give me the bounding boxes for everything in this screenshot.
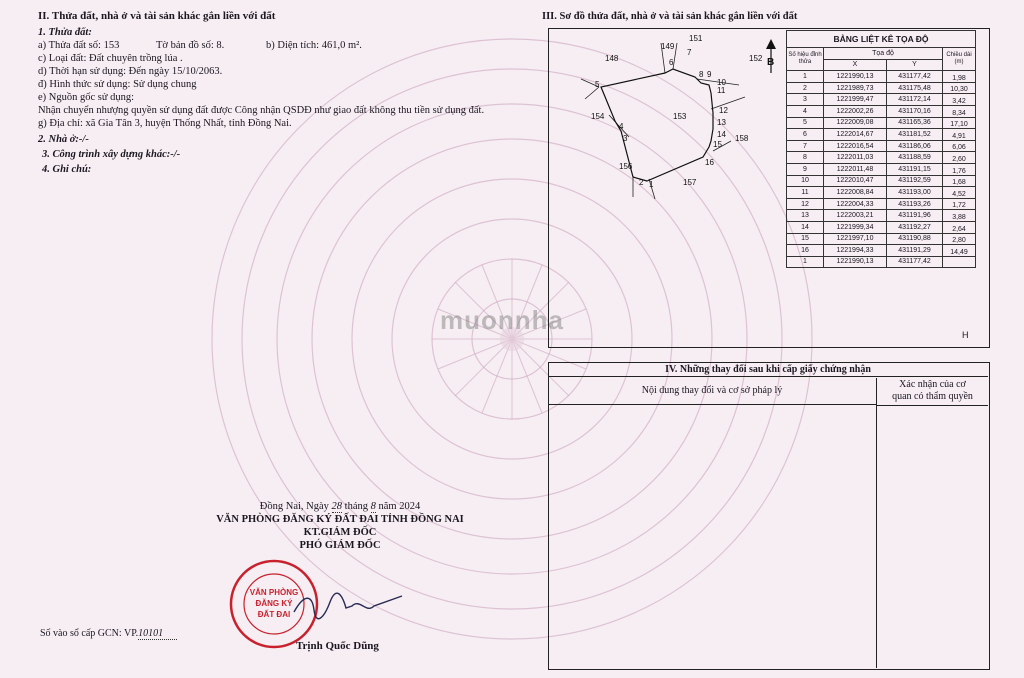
coord-point: 1 <box>787 71 824 83</box>
coord-point: 16 <box>787 245 824 257</box>
signature-block <box>180 500 500 552</box>
parcel-row <box>38 39 528 52</box>
vertex-9: 9 <box>707 70 712 79</box>
coord-y: 431192,27 <box>886 221 942 233</box>
coord-row <box>787 245 976 257</box>
vertex-1: 1 <box>649 180 654 189</box>
coord-y: 431192,59 <box>886 175 942 187</box>
date-year: năm 2024 <box>378 501 421 512</box>
segment-length: 1,72 <box>943 198 976 210</box>
vertex-11: 11 <box>717 86 726 95</box>
coord-y: 431190,88 <box>886 233 942 245</box>
coord-x: 1221999,34 <box>824 221 887 233</box>
coord-row <box>787 256 976 268</box>
parcel-area: b) Diện tích: 461,0 m². <box>266 40 362 51</box>
confirm-header-line-1: Xác nhận của cơ <box>899 379 966 390</box>
vertex-15: 15 <box>713 140 722 149</box>
coord-row <box>787 105 976 117</box>
col-x: X <box>824 59 887 71</box>
svg-text:B: B <box>767 57 775 68</box>
vertex-5: 5 <box>595 80 600 89</box>
segment-length <box>943 256 976 268</box>
col-y: Y <box>886 59 942 71</box>
confirm-header-line-2: quan có thẩm quyền <box>892 391 973 402</box>
segment-length: 6,06 <box>943 140 976 152</box>
coord-x: 1222016,54 <box>824 140 887 152</box>
segment-length: 14,49 <box>943 245 976 257</box>
segment-length: 4,91 <box>943 129 976 141</box>
coord-y: 431193,26 <box>886 198 942 210</box>
segment-length: 1,98 <box>943 71 976 83</box>
coord-y: 431172,14 <box>886 94 942 106</box>
parcel-158: 158 <box>735 134 749 143</box>
coord-y: 431165,36 <box>886 117 942 129</box>
land-type: c) Loại đất: Đất chuyên trồng lúa . <box>38 53 183 64</box>
segment-length: 1,68 <box>943 175 976 187</box>
coord-x: 1222011,48 <box>824 163 887 175</box>
house-heading: 2. Nhà ở:-/- <box>38 134 89 145</box>
stamp-line-3: ĐẤT ĐAI <box>257 610 291 619</box>
parcel-156: 156 <box>619 162 633 171</box>
parcel-152: 152 <box>749 54 763 63</box>
changes-content-header: Nội dung thay đổi và cơ sở pháp lý <box>548 378 877 405</box>
gcn-registry <box>40 628 177 639</box>
section-ii <box>38 10 528 176</box>
coord-y: 431181,52 <box>886 129 942 141</box>
segment-length: 3,42 <box>943 94 976 106</box>
parcel-148: 148 <box>605 54 619 63</box>
usage-term: d) Thời hạn sử dụng: Đến ngày 15/10/2063. <box>38 66 223 77</box>
segment-length: 10,30 <box>943 82 976 94</box>
coord-row <box>787 233 976 245</box>
coord-point: 8 <box>787 152 824 164</box>
coord-x: 1221994,33 <box>824 245 887 257</box>
deputy-director: PHÓ GIÁM ĐỐC <box>299 540 381 551</box>
coord-point: 13 <box>787 210 824 222</box>
coord-x: 1222002,26 <box>824 105 887 117</box>
note-heading: 4. Ghi chú: <box>42 164 92 175</box>
coord-x: 1221997,10 <box>824 233 887 245</box>
signer-name: Trịnh Quốc Dũng <box>296 640 379 652</box>
coord-point: 15 <box>787 233 824 245</box>
coord-x: 1222009,08 <box>824 117 887 129</box>
segment-length: 2,60 <box>943 152 976 164</box>
coord-x: 1222003,21 <box>824 210 887 222</box>
handwritten-signature <box>290 588 410 622</box>
segment-length: 1,76 <box>943 163 976 175</box>
segment-length: 17,10 <box>943 117 976 129</box>
issue-date <box>180 500 500 513</box>
coord-y: 431191,15 <box>886 163 942 175</box>
vertex-3: 3 <box>623 134 628 143</box>
coord-row <box>787 140 976 152</box>
coord-point: 6 <box>787 129 824 141</box>
coord-row <box>787 221 976 233</box>
segment-length: 2,80 <box>943 233 976 245</box>
vertex-10: 10 <box>717 78 726 87</box>
parcel-153-outline <box>601 69 713 181</box>
coord-x: 1222011,03 <box>824 152 887 164</box>
coord-y: 431193,00 <box>886 187 942 199</box>
section-iii-title: III. Sơ đồ thửa đất, nhà ở và tài sản khác gắn liền với đất <box>542 11 798 22</box>
coord-y: 431186,06 <box>886 140 942 152</box>
coord-row <box>787 175 976 187</box>
coord-x: 1221999,47 <box>824 94 887 106</box>
kt-director: KT.GIÁM ĐỐC <box>303 527 377 538</box>
parcel-151: 151 <box>689 34 703 43</box>
coord-x: 1221990,13 <box>824 71 887 83</box>
changes-divider <box>876 404 877 668</box>
vertex-7: 7 <box>687 48 692 57</box>
date-prefix: Đồng Nai, Ngày <box>259 501 329 512</box>
coord-point: 4 <box>787 105 824 117</box>
vertex-4: 4 <box>619 122 624 131</box>
vertex-6: 6 <box>669 58 674 67</box>
coord-x: 1222010,47 <box>824 175 887 187</box>
coord-point: 14 <box>787 221 824 233</box>
other-construction-heading: 3. Công trình xây dựng khác:-/- <box>42 149 181 160</box>
segment-length: 2,64 <box>943 221 976 233</box>
vertex-12: 12 <box>719 106 728 115</box>
vertex-16: 16 <box>705 158 714 167</box>
segment-length: 3,88 <box>943 210 976 222</box>
coord-y: 431191,29 <box>886 245 942 257</box>
parcel-number: a) Thửa đất số: 153 <box>38 40 120 51</box>
coord-y: 431177,42 <box>886 71 942 83</box>
parcel-sketch <box>549 29 785 229</box>
col-length: Chiều dài (m) <box>943 48 976 71</box>
parcel-154: 154 <box>591 112 605 121</box>
col-coord: Tọa độ <box>824 48 943 60</box>
coord-row <box>787 187 976 199</box>
map-sheet-number: Tờ bản đồ số: 8. <box>156 40 225 51</box>
coord-y: 431191,96 <box>886 210 942 222</box>
coord-y: 431175,48 <box>886 82 942 94</box>
coordinate-table <box>786 30 976 268</box>
coord-x: 1222014,67 <box>824 129 887 141</box>
coord-row <box>787 210 976 222</box>
gcn-number: 10101 <box>138 628 177 640</box>
north-arrow-icon <box>766 39 776 73</box>
corner-mark: H <box>962 330 969 340</box>
coord-row <box>787 152 976 164</box>
segment-length: 8,34 <box>943 105 976 117</box>
coord-point: 12 <box>787 198 824 210</box>
coord-row <box>787 198 976 210</box>
coord-point: 2 <box>787 82 824 94</box>
usage-origin: e) Nguồn gốc sử dụng: <box>38 92 135 103</box>
segment-length: 4,52 <box>943 187 976 199</box>
issuing-office: VĂN PHÒNG ĐĂNG KÝ ĐẤT ĐAI TỈNH ĐỒNG NAI <box>216 514 464 525</box>
usage-origin-detail: Nhận chuyển nhượng quyền sử dụng đất được Công nhận QSDĐ như giao đất không thu tiền sử dụng đất. <box>38 105 485 116</box>
stamp-line-1: VĂN PHÒNG <box>249 588 299 597</box>
parcel-149: 149 <box>661 42 675 51</box>
coord-row <box>787 94 976 106</box>
vertex-8: 8 <box>699 70 704 79</box>
vertex-14: 14 <box>717 130 726 139</box>
coord-x: 1222004,33 <box>824 198 887 210</box>
coord-x: 1221989,73 <box>824 82 887 94</box>
coord-point: 5 <box>787 117 824 129</box>
section-iv-title: IV. Những thay đổi sau khi cấp giấy chứng nhận <box>548 363 988 377</box>
coord-row <box>787 163 976 175</box>
date-day: 28 <box>331 501 343 512</box>
coord-row <box>787 71 976 83</box>
coord-x: 1221990,13 <box>824 256 887 268</box>
stamp-line-2: ĐĂNG KÝ <box>255 599 293 608</box>
parcel-153: 153 <box>673 112 687 121</box>
coord-point: 10 <box>787 175 824 187</box>
coord-y: 431188,59 <box>886 152 942 164</box>
vertex-13: 13 <box>717 118 726 127</box>
vertex-2: 2 <box>639 178 644 187</box>
parcel-157: 157 <box>683 178 697 187</box>
parcel-address: g) Địa chỉ: xã Gia Tân 3, huyện Thống Nhất, tỉnh Đồng Nai. <box>38 118 292 129</box>
coord-x: 1222008,84 <box>824 187 887 199</box>
changes-frame <box>548 362 990 670</box>
coord-row <box>787 82 976 94</box>
watermark-text: muonnha <box>440 305 564 335</box>
date-month-label: tháng <box>344 501 368 512</box>
usage-form: đ) Hình thức sử dụng: Sử dụng chung <box>38 79 197 90</box>
coord-row <box>787 117 976 129</box>
coord-point: 9 <box>787 163 824 175</box>
coord-y: 431170,16 <box>886 105 942 117</box>
coord-point: 7 <box>787 140 824 152</box>
coord-y: 431177,42 <box>886 256 942 268</box>
coord-row <box>787 129 976 141</box>
section-ii-title: II. Thửa đất, nhà ở và tài sản khác gắn liền với đất <box>38 10 276 22</box>
coord-point: 1 <box>787 256 824 268</box>
coord-point: 11 <box>787 187 824 199</box>
coord-point: 3 <box>787 94 824 106</box>
land-parcel-heading: 1. Thửa đất: <box>38 27 92 38</box>
col-point: Số hiệu đỉnh thửa <box>787 48 824 71</box>
coord-table-title: BẢNG LIỆT KÊ TỌA ĐỘ <box>787 31 976 48</box>
changes-confirm-header <box>877 378 988 406</box>
gcn-label: Số vào sổ cấp GCN: VP. <box>40 628 139 639</box>
date-month: 8 <box>370 501 376 512</box>
